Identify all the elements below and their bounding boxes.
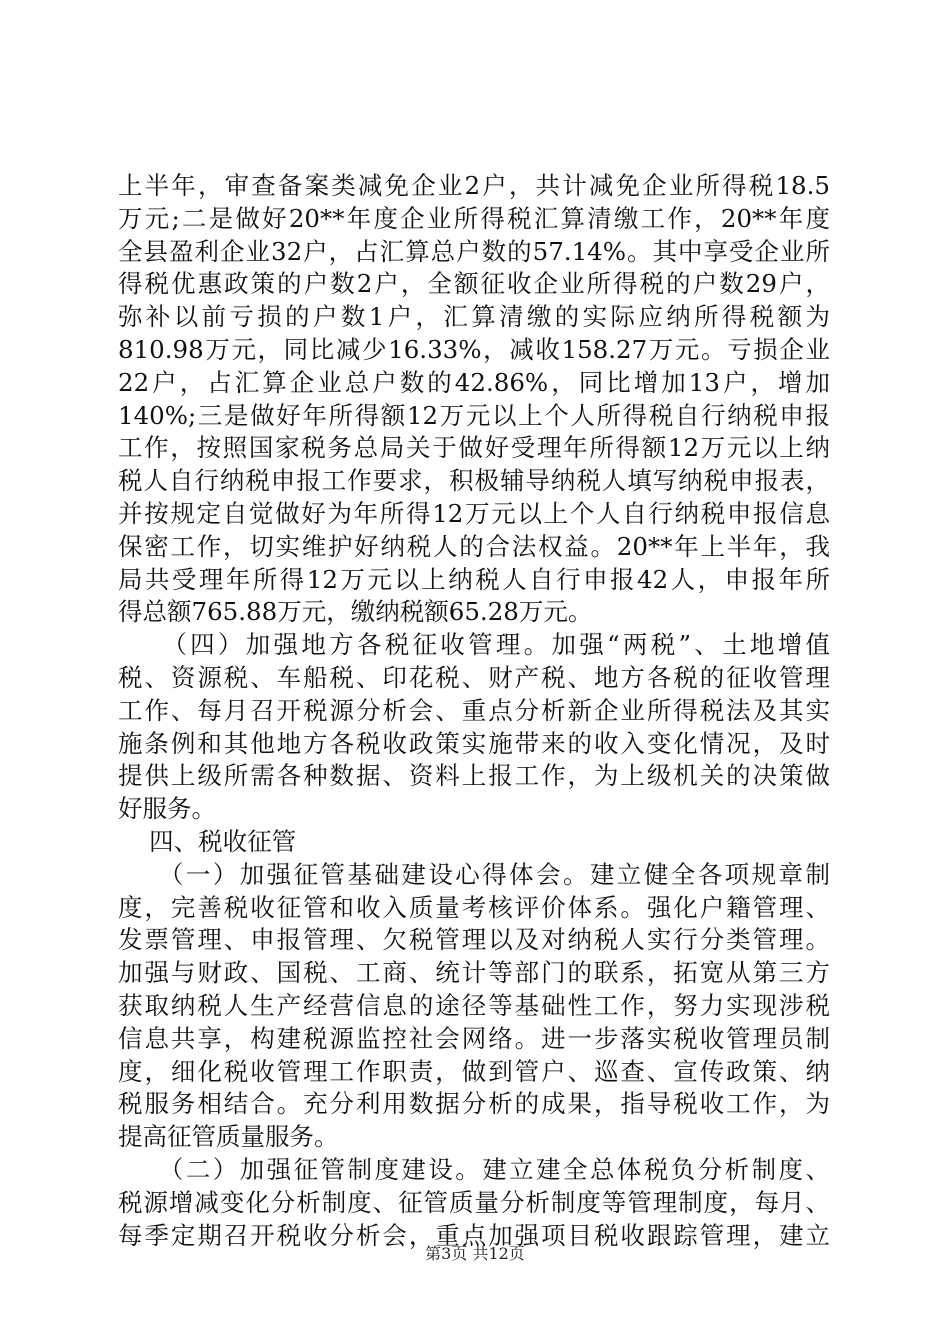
- text-line: 加强与财政、国税、工商、统计等部门的联系，拓宽从第三方: [118, 958, 830, 988]
- text-line: （四）加强地方各税征收管理。加强“两税”、土地增值: [118, 630, 830, 660]
- text-line: 140%;三是做好年所得额12万元以上个人所得税自行纳税申报: [118, 400, 830, 430]
- text-line: 工作，按照国家税务总局关于做好受理年所得额12万元以上纳: [118, 433, 830, 463]
- text-line: 保密工作，切实维护好纳税人的合法权益。20**年上半年，我: [118, 531, 830, 561]
- text-line: 得税优惠政策的户数2户，全额征收企业所得税的户数29户，: [118, 269, 830, 299]
- text-line: 税人自行纳税申报工作要求，积极辅导纳税人填写纳税申报表，: [118, 466, 830, 496]
- text-line: 弥补以前亏损的户数1户，汇算清缴的实际应纳所得税额为: [118, 302, 830, 332]
- text-line: 上半年，审查备案类减免企业2户，共计减免企业所得税18.5: [118, 171, 830, 200]
- text-line: 四、税收征管: [118, 826, 297, 856]
- text-line: 810.98万元，同比减少16.33%，减收158.27万元。亏损企业: [118, 334, 830, 364]
- text-line: 并按规定自觉做好为年所得12万元以上个人自行纳税申报信息: [118, 498, 830, 528]
- text-line: 发票管理、申报管理、欠税管理以及对纳税人实行分类管理。: [118, 925, 830, 955]
- text-line: 获取纳税人生产经营信息的途径等基础性工作，努力实现涉税: [118, 990, 830, 1020]
- text-line: 局共受理年所得12万元以上纳税人自行申报42人，申报年所: [118, 564, 830, 594]
- text-line: 全县盈利企业32户，占汇算总户数的57.14%。其中享受企业所: [118, 236, 830, 266]
- text-line: 工作、每月召开税源分析会、重点分析新企业所得税法及其实: [118, 695, 830, 725]
- text-line: 万元;二是做好20**年度企业所得税汇算清缴工作，20**年度: [118, 203, 830, 233]
- text-line: 提供上级所需各种数据、资料上报工作，为上级机关的决策做: [118, 761, 830, 791]
- text-line: 提高征管质量服务。: [118, 1122, 339, 1152]
- page-footer: 第3页 共12页: [425, 1244, 525, 1263]
- text-line: 好服务。: [118, 794, 216, 824]
- text-line: （一）加强征管基础建设心得体会。建立健全各项规章制: [118, 859, 830, 889]
- text-line: （二）加强征管制度建设。建立建全总体税负分析制度、: [118, 1154, 830, 1184]
- text-line: 得总额765.88万元，缴纳税额65.28万元。: [118, 597, 593, 627]
- text-line: 税源增减变化分析制度、征管质量分析制度等管理制度，每月、: [118, 1187, 830, 1217]
- text-line: 税、资源税、车船税、印花税、财产税、地方各税的征收管理: [118, 662, 830, 692]
- text-line: 每季定期召开税收分析会，重点加强项目税收跟踪管理，建立: [118, 1220, 830, 1250]
- text-line: 税服务相结合。充分利用数据分析的成果，指导税收工作，为: [118, 1089, 830, 1119]
- text-line: 22户，占汇算企业总户数的42.86%，同比增加13户，增加: [118, 367, 830, 397]
- text-line: 度，完善税收征管和收入质量考核评价体系。强化户籍管理、: [118, 892, 830, 922]
- document-body: [118, 170, 830, 1252]
- text-line: 度，细化税收管理工作职责，做到管户、巡查、宣传政策、纳: [118, 1056, 830, 1086]
- text-line: 施条例和其他地方各税收政策实施带来的收入变化情况，及时: [118, 728, 830, 758]
- text-line: 信息共享，构建税源监控社会网络。进一步落实税收管理员制: [118, 1023, 830, 1053]
